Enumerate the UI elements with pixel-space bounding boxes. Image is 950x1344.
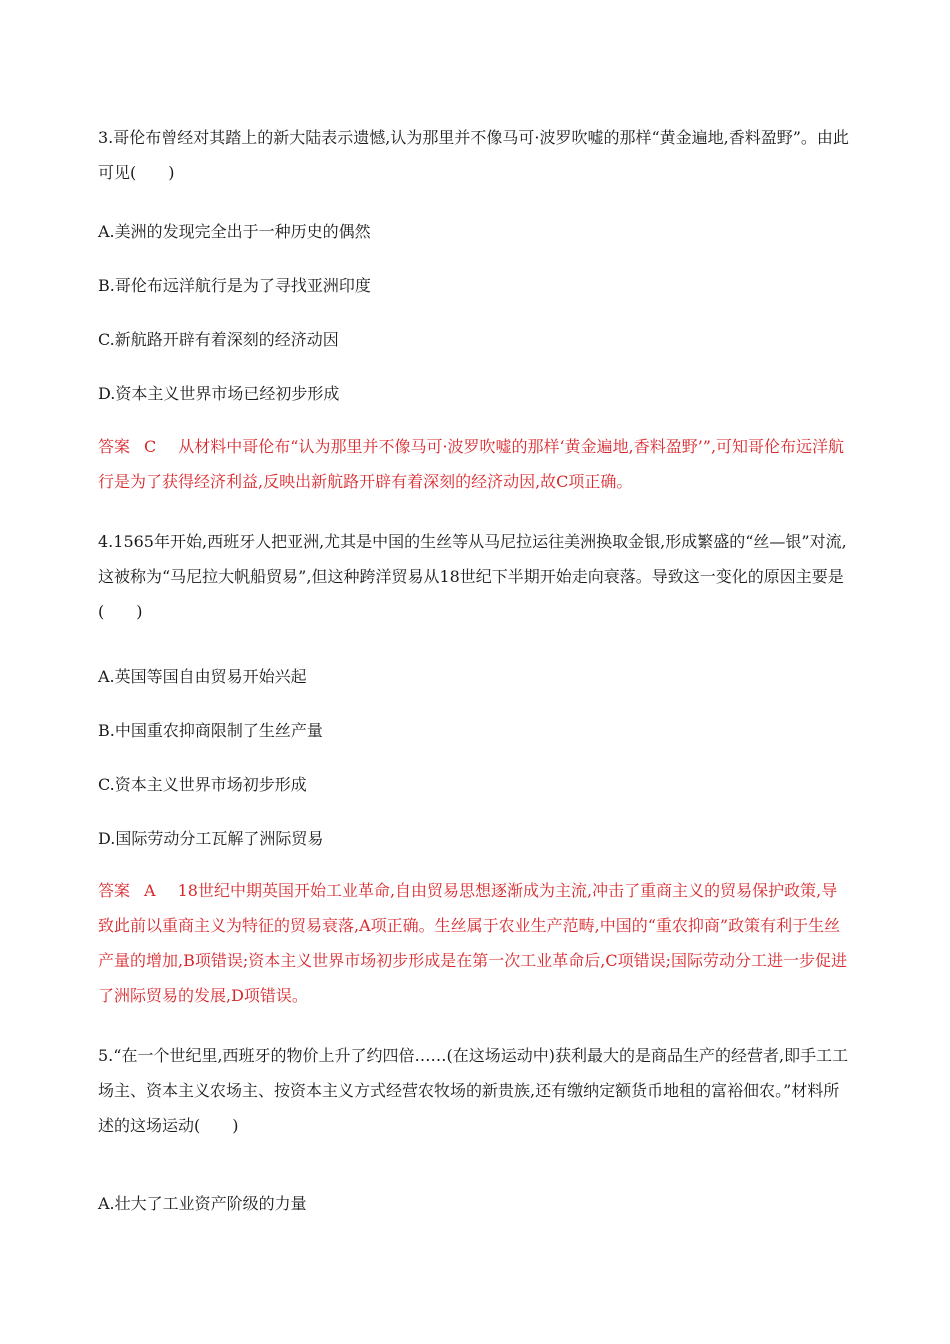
question-4-option-d: D.国际劳动分工瓦解了洲际贸易 xyxy=(98,829,324,848)
question-5-option-a: A.壮大了工业资产阶级的力量 xyxy=(98,1194,307,1213)
question-4-answer xyxy=(98,873,850,1013)
question-4-stem: 4.1565年开始,西班牙人把亚洲,尤其是中国的生丝等从马尼拉运往美洲换取金银,形成繁盛的“丝—银”对流,这被称为“马尼拉大帆船贸易”,但这种跨洋贸易从18世纪下半期开始走向衰落。导致这一变化的原因主要是( ) xyxy=(98,532,847,621)
answer-explanation: 18世纪中期英国开始工业革命,自由贸易思想逐渐成为主流,冲击了重商主义的贸易保护政策,导致此前以重商主义为特征的贸易衰落,A项正确。生丝属于农业生产范畴,中国的“重农抑商”政策有利于生丝产量的增加,B项错误;资本主义世界市场初步形成是在第一次工业革命后,C项错误;国际劳动分工进一步促进了洲际贸易的发展,D项错误。 xyxy=(98,881,847,1005)
question-4-option-a: A.英国等国自由贸易开始兴起 xyxy=(98,667,307,686)
question-3-option-c: C.新航路开辟有着深刻的经济动因 xyxy=(98,330,339,349)
question-5-stem: 5.“在一个世纪里,西班牙的物价上升了约四倍……(在这场运动中)获利最大的是商品生产的经营者,即手工工场主、资本主义农场主、按资本主义方式经营农牧场的新贵族,还有缴纳定额货币地租的富裕佃农。”材料所述的这场运动( ) xyxy=(98,1046,849,1135)
question-3-answer xyxy=(98,429,850,499)
answer-letter: C xyxy=(144,437,157,456)
question-3-option-d: D.资本主义世界市场已经初步形成 xyxy=(98,384,340,403)
answer-explanation: 从材料中哥伦布“认为那里并不像马可·波罗吹嘘的那样‘黄金遍地,香料盈野’”,可知哥伦布远洋航行是为了获得经济利益,反映出新航路开辟有着深刻的经济动因,故C项正确。 xyxy=(98,437,845,491)
answer-label: 答案 xyxy=(98,881,131,900)
question-4-option-c: C.资本主义世界市场初步形成 xyxy=(98,775,307,794)
question-3-option-b: B.哥伦布远洋航行是为了寻找亚洲印度 xyxy=(98,276,371,295)
question-4-option-b: B.中国重农抑商限制了生丝产量 xyxy=(98,721,323,740)
question-3-stem: 3.哥伦布曾经对其踏上的新大陆表示遗憾,认为那里并不像马可·波罗吹嘘的那样“黄金遍地,香料盈野”。由此可见( ) xyxy=(98,128,849,182)
question-3-option-a: A.美洲的发现完全出于一种历史的偶然 xyxy=(98,222,371,241)
answer-letter: A xyxy=(144,881,156,900)
answer-label: 答案 xyxy=(98,437,131,456)
